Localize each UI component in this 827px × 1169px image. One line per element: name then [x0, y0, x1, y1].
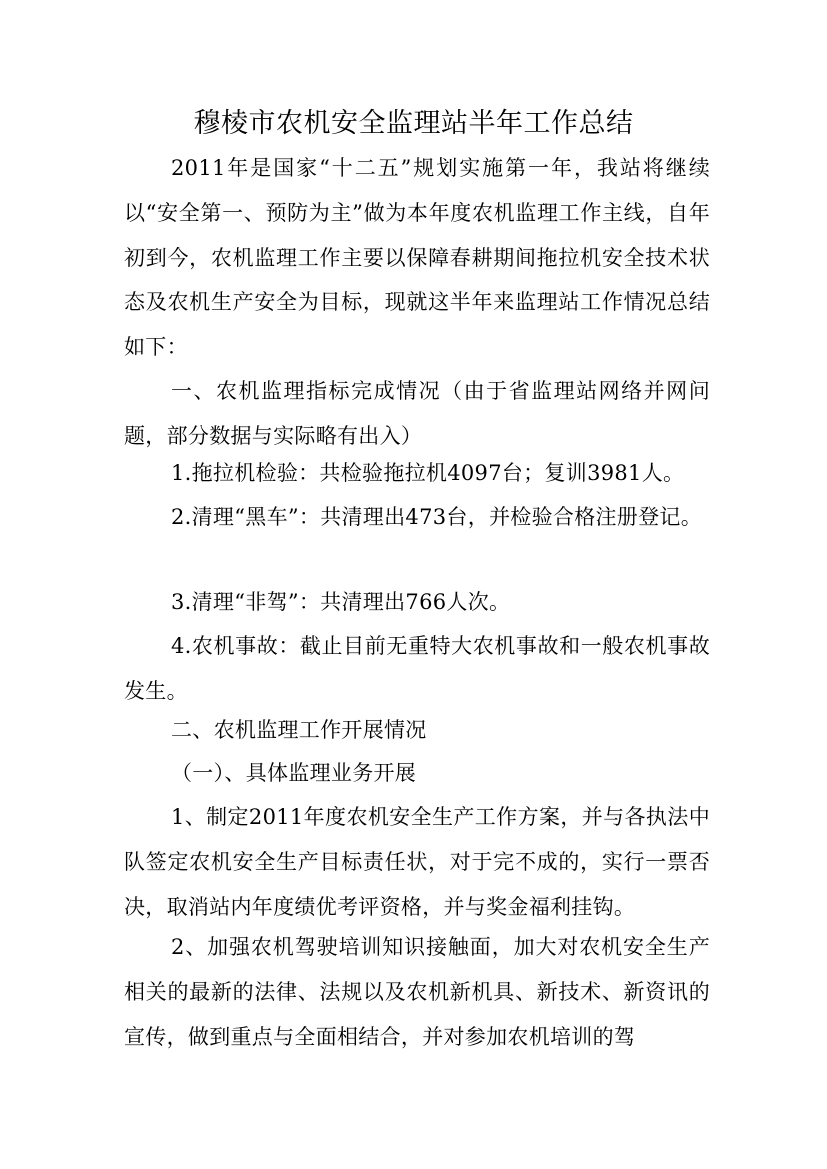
paragraph-item-1: 1.拖拉机检验：共检验拖拉机4097台；复训3981人。: [171, 461, 685, 485]
paragraph-item-4: 4.农机事故：截止目前无重特大农机事故和一般农机事故发生。: [124, 634, 710, 703]
paragraph-item-3: 3.清理“非驾”：共清理出766人次。: [171, 590, 511, 614]
document-title: 穆棱市农机安全监理站半年工作总结: [193, 108, 634, 139]
paragraph-work-1: 1、制定2011年度农机安全生产工作方案，并与各执法中队签定农机安全生产目标责任状，对于完不成的，实行一票否决，取消站内年度绩优考评资格，并与奖金福利挂钩。: [124, 805, 710, 919]
paragraph-section-1-heading: 一、农机监理指标完成情况（由于省监理站网络并网问题，部分数据与实际略有出入）: [124, 379, 710, 448]
paragraph-work-2: 2、加强农机驾驶培训知识接触面，加大对农机安全生产相关的最新的法律、法规以及农机新机具、新技术、新资讯的宣传，做到重点与全面相结合，并对参加农机培训的驾: [124, 935, 710, 1049]
paragraph-subsection-1-heading: （一）、具体监理业务开展: [171, 761, 417, 785]
paragraph-item-2: 2.清理“黑车”：共清理出473台，并检验合格注册登记。: [171, 505, 702, 529]
paragraph-section-2-heading: 二、农机监理工作开展情况: [171, 718, 427, 742]
paragraph-intro: 2011年是国家“十二五”规划实施第一年，我站将继续以“安全第一、预防为主”做为本年度农机监理工作主线，自年初到今，农机监理工作主要以保障春耕期间拖拉机安全技术状态及农机生产安全为目标，现就这半年来监理站工作情况总结如下：: [124, 156, 710, 360]
